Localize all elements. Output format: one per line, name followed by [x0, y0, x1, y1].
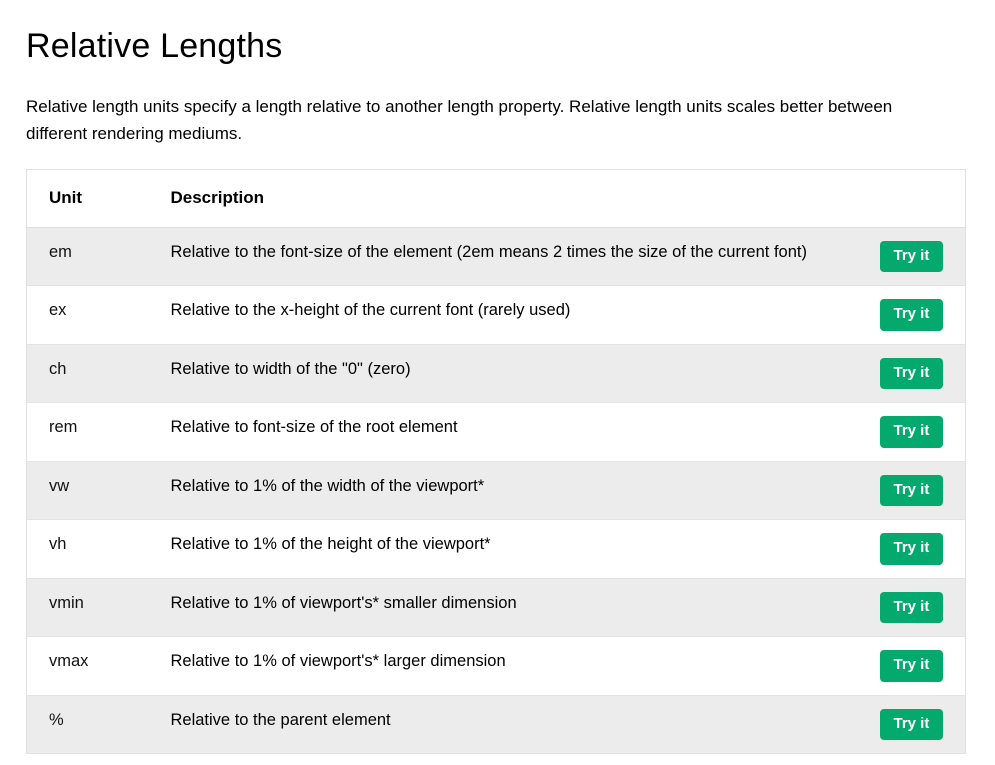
- cell-unit: em: [27, 227, 149, 286]
- relative-lengths-table: [26, 169, 966, 754]
- try-it-button[interactable]: Try it: [880, 650, 944, 682]
- cell-action: [858, 227, 966, 286]
- cell-description: Relative to the font-size of the element (2em means 2 times the size of the current font): [149, 227, 858, 286]
- table-row: [27, 403, 966, 462]
- table-row: [27, 461, 966, 520]
- cell-unit: ch: [27, 344, 149, 403]
- cell-action: [858, 578, 966, 637]
- try-it-button[interactable]: Try it: [880, 299, 944, 331]
- cell-unit: vh: [27, 520, 149, 579]
- table-header-row: [27, 170, 966, 228]
- table-row: [27, 344, 966, 403]
- cell-description: Relative to 1% of viewport's* smaller dimension: [149, 578, 858, 637]
- cell-action: [858, 286, 966, 345]
- table-body: [27, 227, 966, 754]
- cell-unit: ex: [27, 286, 149, 345]
- table-row: [27, 695, 966, 754]
- cell-description: Relative to the parent element: [149, 695, 858, 754]
- cell-description: Relative to 1% of viewport's* larger dimension: [149, 637, 858, 696]
- cell-action: [858, 344, 966, 403]
- cell-unit: vmax: [27, 637, 149, 696]
- try-it-button[interactable]: Try it: [880, 358, 944, 390]
- try-it-button[interactable]: Try it: [880, 241, 944, 273]
- try-it-button[interactable]: Try it: [880, 416, 944, 448]
- cell-action: [858, 695, 966, 754]
- page-title: Relative Lengths: [26, 27, 283, 65]
- column-header-unit: Unit: [27, 170, 149, 228]
- page-intro-text: Relative length units specify a length relative to another length property. Relative length units scales better between different rendering mediums.: [26, 96, 893, 143]
- cell-unit: vmin: [27, 578, 149, 637]
- cell-description: Relative to 1% of the height of the viewport*: [149, 520, 858, 579]
- cell-description: Relative to 1% of the width of the viewport*: [149, 461, 858, 520]
- cell-action: [858, 461, 966, 520]
- column-header-description: Description: [149, 170, 966, 228]
- cell-unit: %: [27, 695, 149, 754]
- cell-action: [858, 520, 966, 579]
- table-row: [27, 520, 966, 579]
- cell-description: Relative to font-size of the root element: [149, 403, 858, 462]
- cell-unit: vw: [27, 461, 149, 520]
- cell-action: [858, 637, 966, 696]
- cell-unit: rem: [27, 403, 149, 462]
- cell-action: [858, 403, 966, 462]
- try-it-button[interactable]: Try it: [880, 533, 944, 565]
- try-it-button[interactable]: Try it: [880, 475, 944, 507]
- cell-description: Relative to width of the "0" (zero): [149, 344, 858, 403]
- cell-description: Relative to the x-height of the current font (rarely used): [149, 286, 858, 345]
- try-it-button[interactable]: Try it: [880, 709, 944, 741]
- table-row: [27, 637, 966, 696]
- table-header: [27, 170, 966, 228]
- table-row: [27, 286, 966, 345]
- table-row: [27, 578, 966, 637]
- try-it-button[interactable]: Try it: [880, 592, 944, 624]
- table-row: [27, 227, 966, 286]
